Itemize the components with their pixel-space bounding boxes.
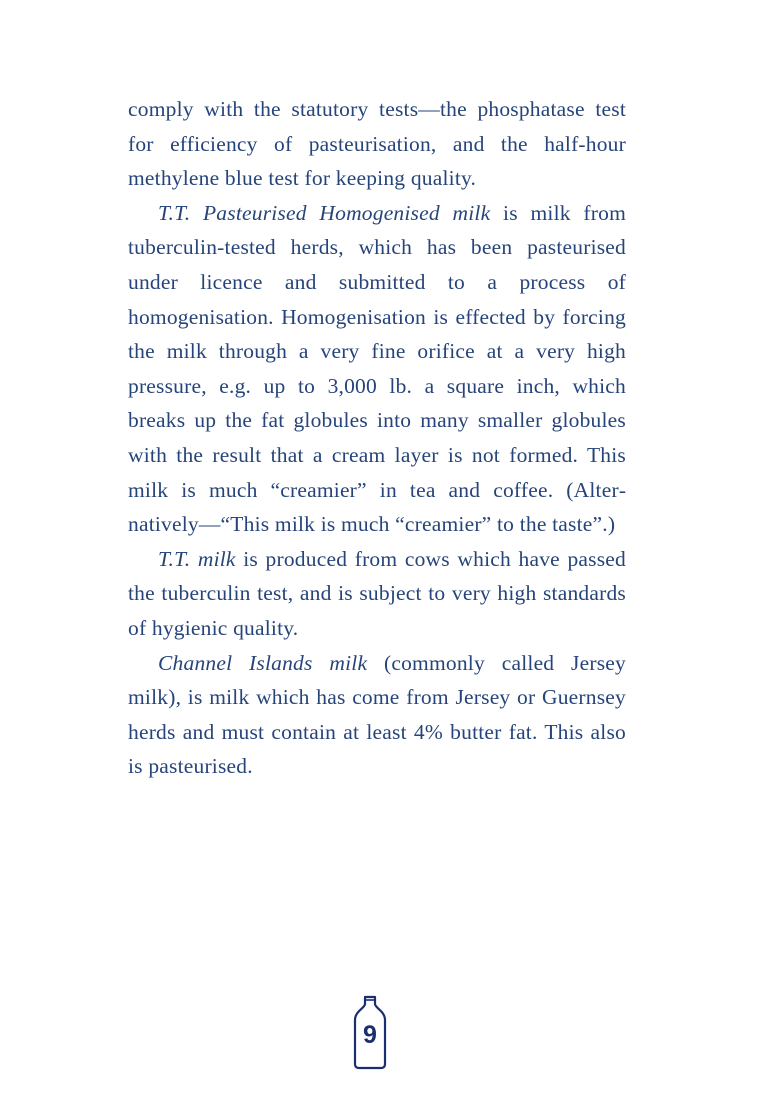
- page-number-marker: [352, 994, 388, 1070]
- paragraph-lead: T.T. Pasteurised Homogenised milk: [158, 200, 491, 225]
- paragraph-lead: Channel Islands milk: [158, 650, 368, 675]
- paragraph-text: comply with the statutory tests—the phosphatase test for efficiency of pasteurisation, and the half-hour methylene blue test for keeping quality.: [128, 97, 626, 191]
- paragraph-tt-milk: [128, 542, 626, 646]
- paragraph-text: (commonly called Jersey milk), is milk which has come from Jersey or Guernsey herds and must contain at least 4% butter fat. This also is pasteurised.: [128, 650, 626, 779]
- page-number: 9: [363, 1021, 377, 1049]
- paragraph-channel-islands-milk: [128, 646, 626, 784]
- paragraph-lead: T.T. milk: [158, 546, 236, 571]
- paragraph-text: is produced from cows which have passed the tuberculin test, and is subject to very high standards of hygienic quality.: [128, 546, 627, 640]
- paragraph-statutory-tests: [128, 92, 626, 196]
- paragraph-homogenised-milk: [128, 196, 626, 542]
- paragraph-text: is milk from tuberculin-tested herds, which has been pasteurised under licence and submitted to a process of homogenisation. Homogenisation is effected by forcing the milk through a very fine orifice at a very high pressure, e.g. up to 3,000 lb. a square inch, which breaks up the fat globules into many smaller globules with the result that a cream layer is not formed. This milk is much “creamier” in tea and coffee. (Alternatively—“This milk is much “creamier” to the taste”.): [128, 200, 626, 537]
- body-text: [128, 92, 626, 784]
